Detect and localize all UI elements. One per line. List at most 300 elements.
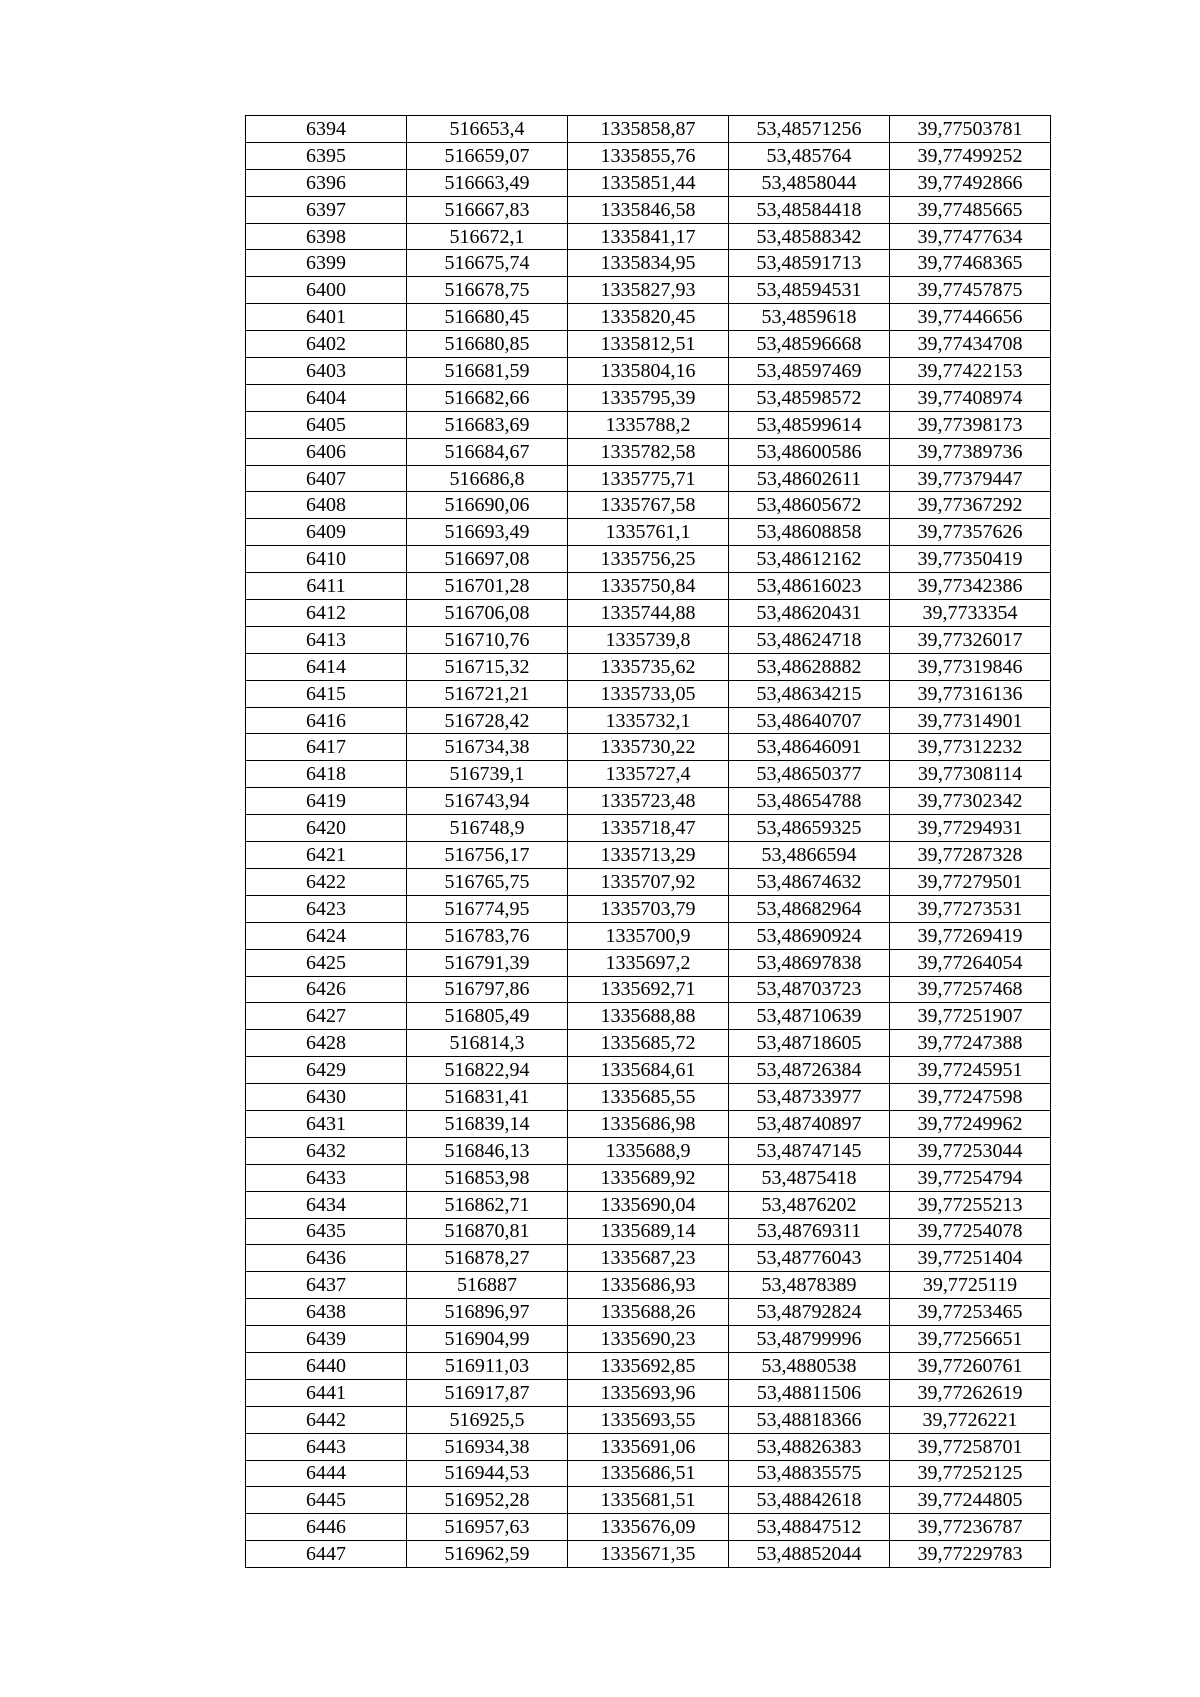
point-number-cell: 6441 [246,1379,407,1406]
table-row [246,465,1051,492]
x-coordinate-cell: 516743,94 [407,788,568,815]
longitude-cell: 39,77236787 [890,1514,1051,1541]
longitude-cell: 39,77314901 [890,707,1051,734]
table-row [246,1003,1051,1030]
point-number-cell: 6409 [246,519,407,546]
longitude-cell: 39,77434708 [890,331,1051,358]
table-row [246,1084,1051,1111]
y-coordinate-cell: 1335693,55 [568,1406,729,1433]
table-row [246,384,1051,411]
coordinates-table [245,115,1051,1568]
table-row [246,223,1051,250]
point-number-cell: 6399 [246,250,407,277]
point-number-cell: 6431 [246,1110,407,1137]
latitude-cell: 53,48646091 [729,734,890,761]
table-row [246,788,1051,815]
latitude-cell: 53,48584418 [729,196,890,223]
y-coordinate-cell: 1335688,9 [568,1137,729,1164]
latitude-cell: 53,48842618 [729,1487,890,1514]
latitude-cell: 53,48826383 [729,1433,890,1460]
y-coordinate-cell: 1335718,47 [568,815,729,842]
latitude-cell: 53,48640707 [729,707,890,734]
x-coordinate-cell: 516887 [407,1272,568,1299]
latitude-cell: 53,48616023 [729,573,890,600]
y-coordinate-cell: 1335750,84 [568,573,729,600]
longitude-cell: 39,77485665 [890,196,1051,223]
x-coordinate-cell: 516653,4 [407,116,568,143]
point-number-cell: 6417 [246,734,407,761]
latitude-cell: 53,48602611 [729,465,890,492]
x-coordinate-cell: 516774,95 [407,895,568,922]
longitude-cell: 39,77253465 [890,1299,1051,1326]
latitude-cell: 53,48847512 [729,1514,890,1541]
y-coordinate-cell: 1335795,39 [568,384,729,411]
longitude-cell: 39,77302342 [890,788,1051,815]
y-coordinate-cell: 1335788,2 [568,411,729,438]
table-row [246,358,1051,385]
table-row [246,1030,1051,1057]
y-coordinate-cell: 1335846,58 [568,196,729,223]
x-coordinate-cell: 516663,49 [407,169,568,196]
x-coordinate-cell: 516831,41 [407,1084,568,1111]
point-number-cell: 6413 [246,626,407,653]
x-coordinate-cell: 516734,38 [407,734,568,761]
latitude-cell: 53,4878389 [729,1272,890,1299]
y-coordinate-cell: 1335732,1 [568,707,729,734]
point-number-cell: 6423 [246,895,407,922]
table-row [246,116,1051,143]
table-row [246,142,1051,169]
y-coordinate-cell: 1335686,93 [568,1272,729,1299]
point-number-cell: 6408 [246,492,407,519]
longitude-cell: 39,77279501 [890,868,1051,895]
x-coordinate-cell: 516686,8 [407,465,568,492]
longitude-cell: 39,77262619 [890,1379,1051,1406]
table-row [246,304,1051,331]
latitude-cell: 53,48605672 [729,492,890,519]
table-row [246,1057,1051,1084]
x-coordinate-cell: 516756,17 [407,842,568,869]
point-number-cell: 6424 [246,922,407,949]
point-number-cell: 6427 [246,1003,407,1030]
longitude-cell: 39,77477634 [890,223,1051,250]
y-coordinate-cell: 1335733,05 [568,680,729,707]
x-coordinate-cell: 516659,07 [407,142,568,169]
longitude-cell: 39,7726221 [890,1406,1051,1433]
y-coordinate-cell: 1335690,23 [568,1326,729,1353]
y-coordinate-cell: 1335697,2 [568,949,729,976]
table-row [246,250,1051,277]
point-number-cell: 6394 [246,116,407,143]
table-row [246,1218,1051,1245]
point-number-cell: 6425 [246,949,407,976]
latitude-cell: 53,48594531 [729,277,890,304]
table-row [246,492,1051,519]
longitude-cell: 39,77503781 [890,116,1051,143]
point-number-cell: 6422 [246,868,407,895]
x-coordinate-cell: 516680,45 [407,304,568,331]
latitude-cell: 53,48571256 [729,116,890,143]
latitude-cell: 53,48650377 [729,761,890,788]
latitude-cell: 53,48811506 [729,1379,890,1406]
latitude-cell: 53,48591713 [729,250,890,277]
y-coordinate-cell: 1335827,93 [568,277,729,304]
longitude-cell: 39,77244805 [890,1487,1051,1514]
x-coordinate-cell: 516728,42 [407,707,568,734]
x-coordinate-cell: 516681,59 [407,358,568,385]
y-coordinate-cell: 1335687,23 [568,1245,729,1272]
latitude-cell: 53,48690924 [729,922,890,949]
latitude-cell: 53,48682964 [729,895,890,922]
latitude-cell: 53,48599614 [729,411,890,438]
latitude-cell: 53,48612162 [729,546,890,573]
x-coordinate-cell: 516721,21 [407,680,568,707]
longitude-cell: 39,77249962 [890,1110,1051,1137]
y-coordinate-cell: 1335692,85 [568,1352,729,1379]
latitude-cell: 53,48596668 [729,331,890,358]
longitude-cell: 39,77247388 [890,1030,1051,1057]
y-coordinate-cell: 1335703,79 [568,895,729,922]
point-number-cell: 6435 [246,1218,407,1245]
x-coordinate-cell: 516693,49 [407,519,568,546]
latitude-cell: 53,48776043 [729,1245,890,1272]
longitude-cell: 39,77446656 [890,304,1051,331]
table-row [246,761,1051,788]
longitude-cell: 39,77357626 [890,519,1051,546]
x-coordinate-cell: 516957,63 [407,1514,568,1541]
latitude-cell: 53,48697838 [729,949,890,976]
latitude-cell: 53,48674632 [729,868,890,895]
point-number-cell: 6428 [246,1030,407,1057]
y-coordinate-cell: 1335707,92 [568,868,729,895]
latitude-cell: 53,48818366 [729,1406,890,1433]
table-row [246,1433,1051,1460]
point-number-cell: 6446 [246,1514,407,1541]
point-number-cell: 6436 [246,1245,407,1272]
table-row [246,815,1051,842]
point-number-cell: 6434 [246,1191,407,1218]
point-number-cell: 6432 [246,1137,407,1164]
longitude-cell: 39,77253044 [890,1137,1051,1164]
y-coordinate-cell: 1335676,09 [568,1514,729,1541]
latitude-cell: 53,4875418 [729,1164,890,1191]
x-coordinate-cell: 516862,71 [407,1191,568,1218]
table-row [246,519,1051,546]
table-row [246,600,1051,627]
point-number-cell: 6400 [246,277,407,304]
y-coordinate-cell: 1335685,55 [568,1084,729,1111]
point-number-cell: 6404 [246,384,407,411]
x-coordinate-cell: 516739,1 [407,761,568,788]
point-number-cell: 6421 [246,842,407,869]
longitude-cell: 39,77294931 [890,815,1051,842]
y-coordinate-cell: 1335775,71 [568,465,729,492]
table-row [246,438,1051,465]
longitude-cell: 39,77229783 [890,1541,1051,1568]
x-coordinate-cell: 516667,83 [407,196,568,223]
y-coordinate-cell: 1335684,61 [568,1057,729,1084]
x-coordinate-cell: 516934,38 [407,1433,568,1460]
latitude-cell: 53,48852044 [729,1541,890,1568]
y-coordinate-cell: 1335690,04 [568,1191,729,1218]
point-number-cell: 6429 [246,1057,407,1084]
table-row [246,1245,1051,1272]
table-row [246,976,1051,1003]
point-number-cell: 6437 [246,1272,407,1299]
latitude-cell: 53,48608858 [729,519,890,546]
longitude-cell: 39,77287328 [890,842,1051,869]
latitude-cell: 53,4880538 [729,1352,890,1379]
y-coordinate-cell: 1335812,51 [568,331,729,358]
y-coordinate-cell: 1335841,17 [568,223,729,250]
table-row [246,949,1051,976]
x-coordinate-cell: 516878,27 [407,1245,568,1272]
point-number-cell: 6395 [246,142,407,169]
longitude-cell: 39,77269419 [890,922,1051,949]
y-coordinate-cell: 1335761,1 [568,519,729,546]
latitude-cell: 53,48726384 [729,1057,890,1084]
longitude-cell: 39,77252125 [890,1460,1051,1487]
longitude-cell: 39,77312232 [890,734,1051,761]
longitude-cell: 39,77255213 [890,1191,1051,1218]
latitude-cell: 53,48835575 [729,1460,890,1487]
longitude-cell: 39,7725119 [890,1272,1051,1299]
y-coordinate-cell: 1335756,25 [568,546,729,573]
table-row [246,1137,1051,1164]
point-number-cell: 6411 [246,573,407,600]
point-number-cell: 6403 [246,358,407,385]
point-number-cell: 6439 [246,1326,407,1353]
x-coordinate-cell: 516715,32 [407,653,568,680]
latitude-cell: 53,48718605 [729,1030,890,1057]
longitude-cell: 39,77245951 [890,1057,1051,1084]
y-coordinate-cell: 1335681,51 [568,1487,729,1514]
x-coordinate-cell: 516846,13 [407,1137,568,1164]
x-coordinate-cell: 516791,39 [407,949,568,976]
latitude-cell: 53,48747145 [729,1137,890,1164]
point-number-cell: 6445 [246,1487,407,1514]
x-coordinate-cell: 516783,76 [407,922,568,949]
longitude-cell: 39,7733354 [890,600,1051,627]
point-number-cell: 6433 [246,1164,407,1191]
x-coordinate-cell: 516706,08 [407,600,568,627]
point-number-cell: 6430 [246,1084,407,1111]
y-coordinate-cell: 1335723,48 [568,788,729,815]
latitude-cell: 53,48799996 [729,1326,890,1353]
point-number-cell: 6440 [246,1352,407,1379]
longitude-cell: 39,77308114 [890,761,1051,788]
longitude-cell: 39,77254078 [890,1218,1051,1245]
point-number-cell: 6414 [246,653,407,680]
point-number-cell: 6415 [246,680,407,707]
point-number-cell: 6420 [246,815,407,842]
x-coordinate-cell: 516896,97 [407,1299,568,1326]
longitude-cell: 39,77258701 [890,1433,1051,1460]
table-row [246,169,1051,196]
point-number-cell: 6426 [246,976,407,1003]
longitude-cell: 39,77379447 [890,465,1051,492]
table-row [246,626,1051,653]
y-coordinate-cell: 1335855,76 [568,142,729,169]
point-number-cell: 6402 [246,331,407,358]
y-coordinate-cell: 1335686,98 [568,1110,729,1137]
point-number-cell: 6447 [246,1541,407,1568]
table-row [246,411,1051,438]
point-number-cell: 6410 [246,546,407,573]
x-coordinate-cell: 516690,06 [407,492,568,519]
longitude-cell: 39,77342386 [890,573,1051,600]
table-row [246,546,1051,573]
x-coordinate-cell: 516917,87 [407,1379,568,1406]
point-number-cell: 6444 [246,1460,407,1487]
point-number-cell: 6443 [246,1433,407,1460]
longitude-cell: 39,77273531 [890,895,1051,922]
longitude-cell: 39,77251404 [890,1245,1051,1272]
table-row [246,1110,1051,1137]
table-row [246,1352,1051,1379]
point-number-cell: 6398 [246,223,407,250]
latitude-cell: 53,48634215 [729,680,890,707]
point-number-cell: 6412 [246,600,407,627]
latitude-cell: 53,48769311 [729,1218,890,1245]
latitude-cell: 53,48710639 [729,1003,890,1030]
coordinates-table-body [246,116,1051,1568]
longitude-cell: 39,77319846 [890,653,1051,680]
table-row [246,922,1051,949]
latitude-cell: 53,48654788 [729,788,890,815]
latitude-cell: 53,48588342 [729,223,890,250]
table-row [246,1406,1051,1433]
x-coordinate-cell: 516944,53 [407,1460,568,1487]
longitude-cell: 39,77256651 [890,1326,1051,1353]
table-row [246,895,1051,922]
point-number-cell: 6397 [246,196,407,223]
table-row [246,1514,1051,1541]
y-coordinate-cell: 1335688,88 [568,1003,729,1030]
table-row [246,331,1051,358]
y-coordinate-cell: 1335834,95 [568,250,729,277]
x-coordinate-cell: 516680,85 [407,331,568,358]
y-coordinate-cell: 1335858,87 [568,116,729,143]
y-coordinate-cell: 1335689,14 [568,1218,729,1245]
point-number-cell: 6396 [246,169,407,196]
y-coordinate-cell: 1335686,51 [568,1460,729,1487]
latitude-cell: 53,485764 [729,142,890,169]
table-row [246,1272,1051,1299]
longitude-cell: 39,77499252 [890,142,1051,169]
longitude-cell: 39,77326017 [890,626,1051,653]
table-row [246,1487,1051,1514]
longitude-cell: 39,77316136 [890,680,1051,707]
longitude-cell: 39,77350419 [890,546,1051,573]
y-coordinate-cell: 1335688,26 [568,1299,729,1326]
x-coordinate-cell: 516684,67 [407,438,568,465]
x-coordinate-cell: 516765,75 [407,868,568,895]
y-coordinate-cell: 1335820,45 [568,304,729,331]
x-coordinate-cell: 516672,1 [407,223,568,250]
latitude-cell: 53,48597469 [729,358,890,385]
x-coordinate-cell: 516822,94 [407,1057,568,1084]
x-coordinate-cell: 516748,9 [407,815,568,842]
point-number-cell: 6407 [246,465,407,492]
x-coordinate-cell: 516962,59 [407,1541,568,1568]
y-coordinate-cell: 1335744,88 [568,600,729,627]
x-coordinate-cell: 516683,69 [407,411,568,438]
y-coordinate-cell: 1335782,58 [568,438,729,465]
table-row [246,1379,1051,1406]
x-coordinate-cell: 516710,76 [407,626,568,653]
y-coordinate-cell: 1335691,06 [568,1433,729,1460]
point-number-cell: 6442 [246,1406,407,1433]
latitude-cell: 53,4859618 [729,304,890,331]
x-coordinate-cell: 516697,08 [407,546,568,573]
x-coordinate-cell: 516904,99 [407,1326,568,1353]
longitude-cell: 39,77257468 [890,976,1051,1003]
y-coordinate-cell: 1335693,96 [568,1379,729,1406]
table-row [246,1541,1051,1568]
longitude-cell: 39,77254794 [890,1164,1051,1191]
y-coordinate-cell: 1335735,62 [568,653,729,680]
x-coordinate-cell: 516678,75 [407,277,568,304]
longitude-cell: 39,77260761 [890,1352,1051,1379]
x-coordinate-cell: 516853,98 [407,1164,568,1191]
y-coordinate-cell: 1335851,44 [568,169,729,196]
longitude-cell: 39,77398173 [890,411,1051,438]
point-number-cell: 6419 [246,788,407,815]
latitude-cell: 53,4876202 [729,1191,890,1218]
table-row [246,680,1051,707]
longitude-cell: 39,77264054 [890,949,1051,976]
latitude-cell: 53,48733977 [729,1084,890,1111]
table-row [246,653,1051,680]
y-coordinate-cell: 1335671,35 [568,1541,729,1568]
point-number-cell: 6438 [246,1299,407,1326]
table-row [246,868,1051,895]
x-coordinate-cell: 516911,03 [407,1352,568,1379]
y-coordinate-cell: 1335767,58 [568,492,729,519]
latitude-cell: 53,48624718 [729,626,890,653]
point-number-cell: 6405 [246,411,407,438]
longitude-cell: 39,77408974 [890,384,1051,411]
x-coordinate-cell: 516805,49 [407,1003,568,1030]
y-coordinate-cell: 1335739,8 [568,626,729,653]
x-coordinate-cell: 516839,14 [407,1110,568,1137]
y-coordinate-cell: 1335685,72 [568,1030,729,1057]
latitude-cell: 53,48659325 [729,815,890,842]
y-coordinate-cell: 1335730,22 [568,734,729,761]
table-row [246,1299,1051,1326]
x-coordinate-cell: 516814,3 [407,1030,568,1057]
longitude-cell: 39,77251907 [890,1003,1051,1030]
latitude-cell: 53,48703723 [729,976,890,1003]
x-coordinate-cell: 516952,28 [407,1487,568,1514]
table-row [246,842,1051,869]
point-number-cell: 6406 [246,438,407,465]
x-coordinate-cell: 516797,86 [407,976,568,1003]
table-row [246,734,1051,761]
longitude-cell: 39,77389736 [890,438,1051,465]
x-coordinate-cell: 516682,66 [407,384,568,411]
longitude-cell: 39,77367292 [890,492,1051,519]
x-coordinate-cell: 516925,5 [407,1406,568,1433]
x-coordinate-cell: 516701,28 [407,573,568,600]
table-row [246,1164,1051,1191]
longitude-cell: 39,77492866 [890,169,1051,196]
longitude-cell: 39,77247598 [890,1084,1051,1111]
table-row [246,1326,1051,1353]
latitude-cell: 53,48740897 [729,1110,890,1137]
table-row [246,196,1051,223]
